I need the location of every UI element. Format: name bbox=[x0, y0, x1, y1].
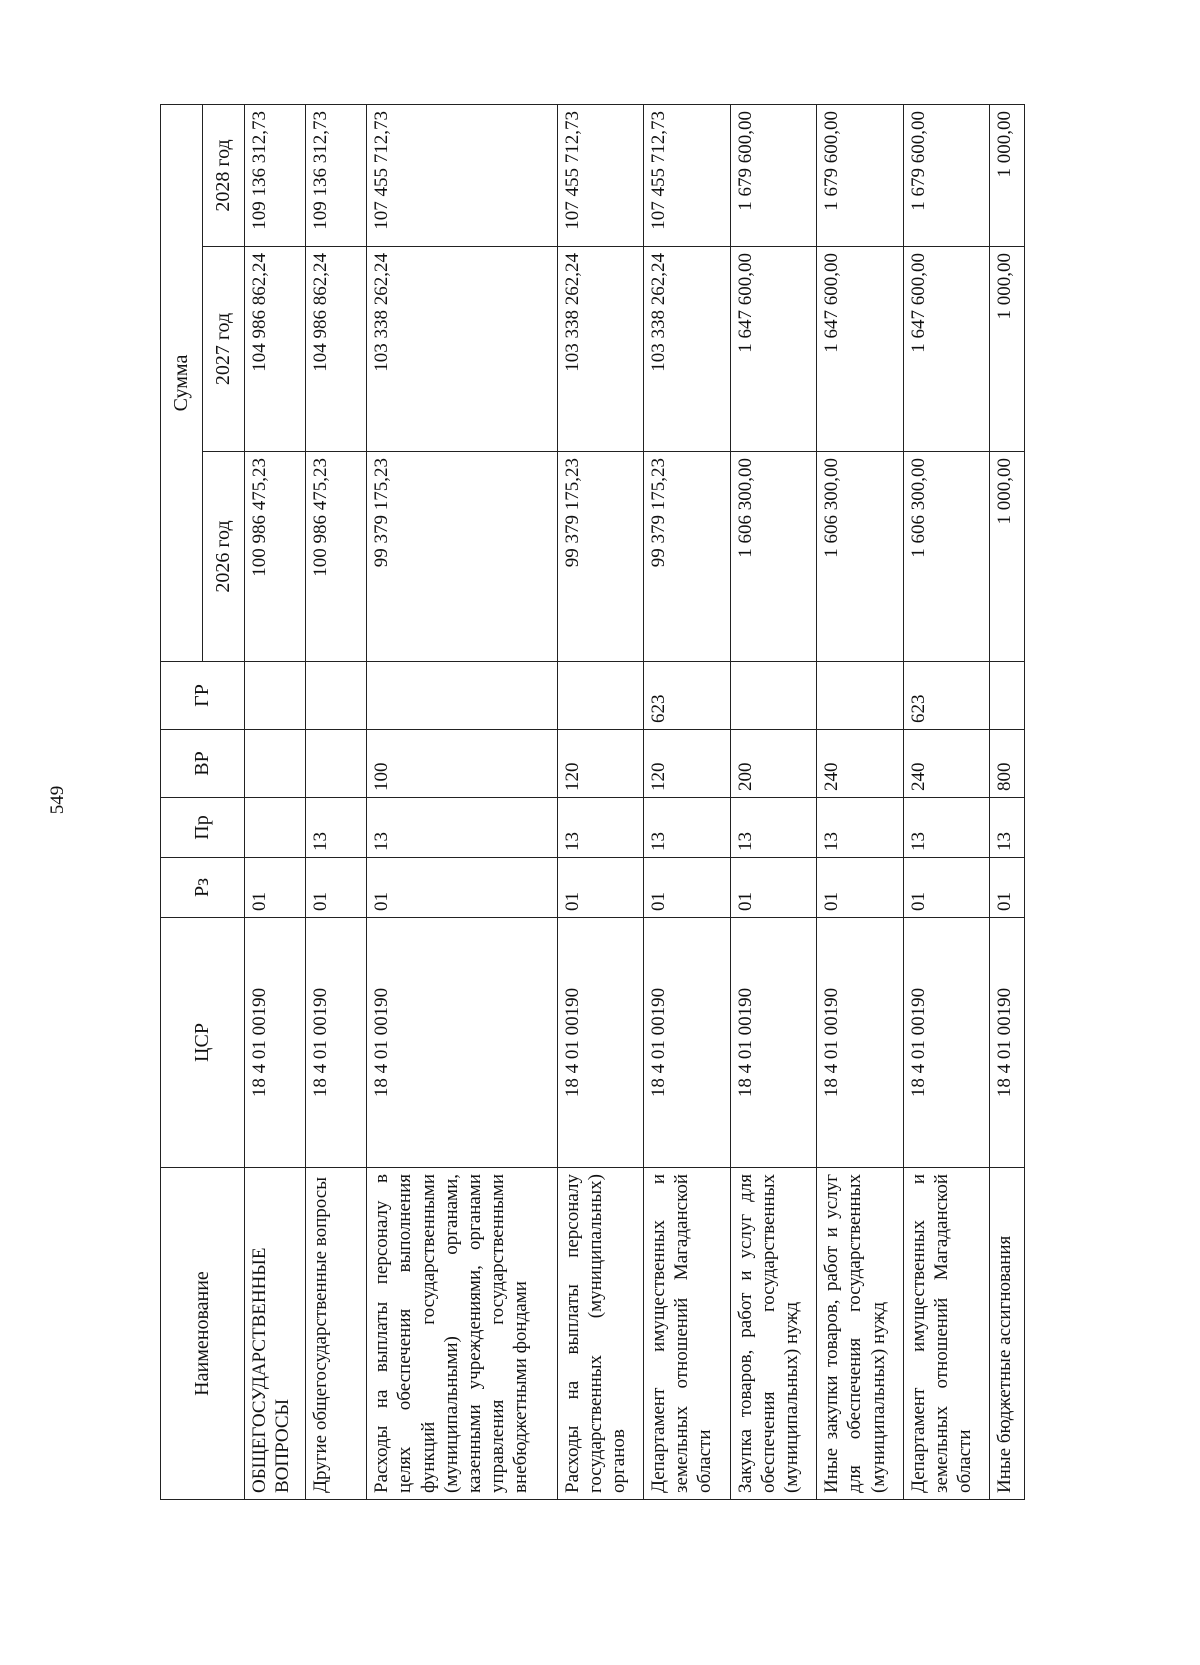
table-row bbox=[817, 104, 904, 1499]
table-row bbox=[367, 104, 557, 1499]
cell-name: Другие общегосударственные вопросы bbox=[306, 1168, 367, 1500]
cell-csr: 18 4 01 00190 bbox=[730, 918, 817, 1168]
cell-rz: 01 bbox=[990, 858, 1025, 918]
cell-gr: 623 bbox=[903, 662, 990, 730]
cell-2027: 103 338 262,24 bbox=[557, 247, 644, 452]
cell-2028: 109 136 312,73 bbox=[306, 104, 367, 246]
cell-2027: 1 000,00 bbox=[990, 247, 1025, 452]
cell-2028: 109 136 312,73 bbox=[245, 104, 306, 246]
cell-pr: 13 bbox=[903, 798, 990, 858]
cell-name: ОБЩЕГОСУДАРСТВЕННЫЕ ВОПРОСЫ bbox=[245, 1168, 306, 1500]
budget-table bbox=[160, 104, 1025, 1500]
cell-name: Закупка товаров, работ и услуг для обеспечения государственных (муниципальных) нужд bbox=[730, 1168, 817, 1500]
cell-csr: 18 4 01 00190 bbox=[557, 918, 644, 1168]
cell-gr bbox=[306, 662, 367, 730]
cell-rz: 01 bbox=[817, 858, 904, 918]
cell-gr bbox=[245, 662, 306, 730]
cell-name: Иные закупки товаров, работ и услуг для обеспечения государственных (муниципальных) нужд bbox=[817, 1168, 904, 1500]
cell-name: Расходы на выплаты персоналу государственных (муниципальных) органов bbox=[557, 1168, 644, 1500]
cell-vr: 240 bbox=[817, 730, 904, 798]
cell-2026: 99 379 175,23 bbox=[644, 452, 731, 662]
header-sum: Сумма bbox=[161, 104, 203, 661]
cell-2026: 99 379 175,23 bbox=[557, 452, 644, 662]
cell-vr: 800 bbox=[990, 730, 1025, 798]
cell-2026: 1 606 300,00 bbox=[730, 452, 817, 662]
cell-2028: 107 455 712,73 bbox=[557, 104, 644, 246]
header-2026: 2026 год bbox=[203, 452, 245, 662]
table-body bbox=[245, 104, 1025, 1499]
cell-vr: 240 bbox=[903, 730, 990, 798]
header-2027: 2027 год bbox=[203, 247, 245, 452]
cell-2027: 1 647 600,00 bbox=[730, 247, 817, 452]
cell-gr bbox=[817, 662, 904, 730]
cell-gr bbox=[367, 662, 557, 730]
cell-pr bbox=[245, 798, 306, 858]
cell-2028: 1 000,00 bbox=[990, 104, 1025, 246]
cell-rz: 01 bbox=[367, 858, 557, 918]
cell-vr: 100 bbox=[367, 730, 557, 798]
cell-vr bbox=[245, 730, 306, 798]
cell-pr: 13 bbox=[990, 798, 1025, 858]
cell-name: Иные бюджетные ассигнования bbox=[990, 1168, 1025, 1500]
cell-name: Департамент имущественных и земельных отношений Магаданской области bbox=[903, 1168, 990, 1500]
cell-rz: 01 bbox=[306, 858, 367, 918]
header-pr: Пр bbox=[161, 798, 245, 858]
table-row bbox=[730, 104, 817, 1499]
cell-2027: 103 338 262,24 bbox=[367, 247, 557, 452]
cell-2027: 1 647 600,00 bbox=[817, 247, 904, 452]
header-vr: ВР bbox=[161, 730, 245, 798]
cell-2027: 1 647 600,00 bbox=[903, 247, 990, 452]
cell-2028: 107 455 712,73 bbox=[644, 104, 731, 246]
header-csr: ЦСР bbox=[161, 918, 245, 1168]
cell-2027: 104 986 862,24 bbox=[306, 247, 367, 452]
cell-pr: 13 bbox=[730, 798, 817, 858]
header-gr: ГР bbox=[161, 662, 245, 730]
cell-rz: 01 bbox=[730, 858, 817, 918]
header-rz: Рз bbox=[161, 858, 245, 918]
cell-2028: 107 455 712,73 bbox=[367, 104, 557, 246]
cell-2027: 103 338 262,24 bbox=[644, 247, 731, 452]
cell-csr: 18 4 01 00190 bbox=[306, 918, 367, 1168]
cell-rz: 01 bbox=[245, 858, 306, 918]
table-row bbox=[903, 104, 990, 1499]
cell-csr: 18 4 01 00190 bbox=[990, 918, 1025, 1168]
table-row bbox=[245, 104, 306, 1499]
cell-gr: 623 bbox=[644, 662, 731, 730]
cell-2026: 100 986 475,23 bbox=[306, 452, 367, 662]
cell-2028: 1 679 600,00 bbox=[903, 104, 990, 246]
cell-rz: 01 bbox=[903, 858, 990, 918]
cell-rz: 01 bbox=[644, 858, 731, 918]
cell-pr: 13 bbox=[306, 798, 367, 858]
header-name: Наименование bbox=[161, 1168, 245, 1500]
table-row bbox=[644, 104, 731, 1499]
cell-2026: 1 606 300,00 bbox=[903, 452, 990, 662]
cell-gr bbox=[730, 662, 817, 730]
rotated-table-container bbox=[160, 105, 1025, 1500]
cell-2026: 100 986 475,23 bbox=[245, 452, 306, 662]
cell-pr: 13 bbox=[557, 798, 644, 858]
cell-name: Расходы на выплаты персоналу в целях обеспечения выполнения функций государственными (муниципальными) органами, казенными учреждениями, органами управления государственными внебюджетными фондами bbox=[367, 1168, 557, 1500]
cell-csr: 18 4 01 00190 bbox=[367, 918, 557, 1168]
cell-vr: 200 bbox=[730, 730, 817, 798]
cell-vr: 120 bbox=[644, 730, 731, 798]
cell-2028: 1 679 600,00 bbox=[817, 104, 904, 246]
cell-2027: 104 986 862,24 bbox=[245, 247, 306, 452]
cell-pr: 13 bbox=[367, 798, 557, 858]
table-row bbox=[557, 104, 644, 1499]
table-row bbox=[306, 104, 367, 1499]
cell-csr: 18 4 01 00190 bbox=[903, 918, 990, 1168]
table-row bbox=[990, 104, 1025, 1499]
cell-name: Департамент имущественных и земельных отношений Магаданской области bbox=[644, 1168, 731, 1500]
cell-csr: 18 4 01 00190 bbox=[817, 918, 904, 1168]
cell-csr: 18 4 01 00190 bbox=[245, 918, 306, 1168]
cell-rz: 01 bbox=[557, 858, 644, 918]
cell-vr bbox=[306, 730, 367, 798]
cell-gr bbox=[557, 662, 644, 730]
cell-gr bbox=[990, 662, 1025, 730]
page-number: 549 bbox=[47, 785, 68, 815]
cell-2028: 1 679 600,00 bbox=[730, 104, 817, 246]
cell-pr: 13 bbox=[817, 798, 904, 858]
cell-pr: 13 bbox=[644, 798, 731, 858]
cell-csr: 18 4 01 00190 bbox=[644, 918, 731, 1168]
cell-2026: 1 000,00 bbox=[990, 452, 1025, 662]
cell-vr: 120 bbox=[557, 730, 644, 798]
cell-2026: 1 606 300,00 bbox=[817, 452, 904, 662]
header-2028: 2028 год bbox=[203, 104, 245, 246]
cell-2026: 99 379 175,23 bbox=[367, 452, 557, 662]
